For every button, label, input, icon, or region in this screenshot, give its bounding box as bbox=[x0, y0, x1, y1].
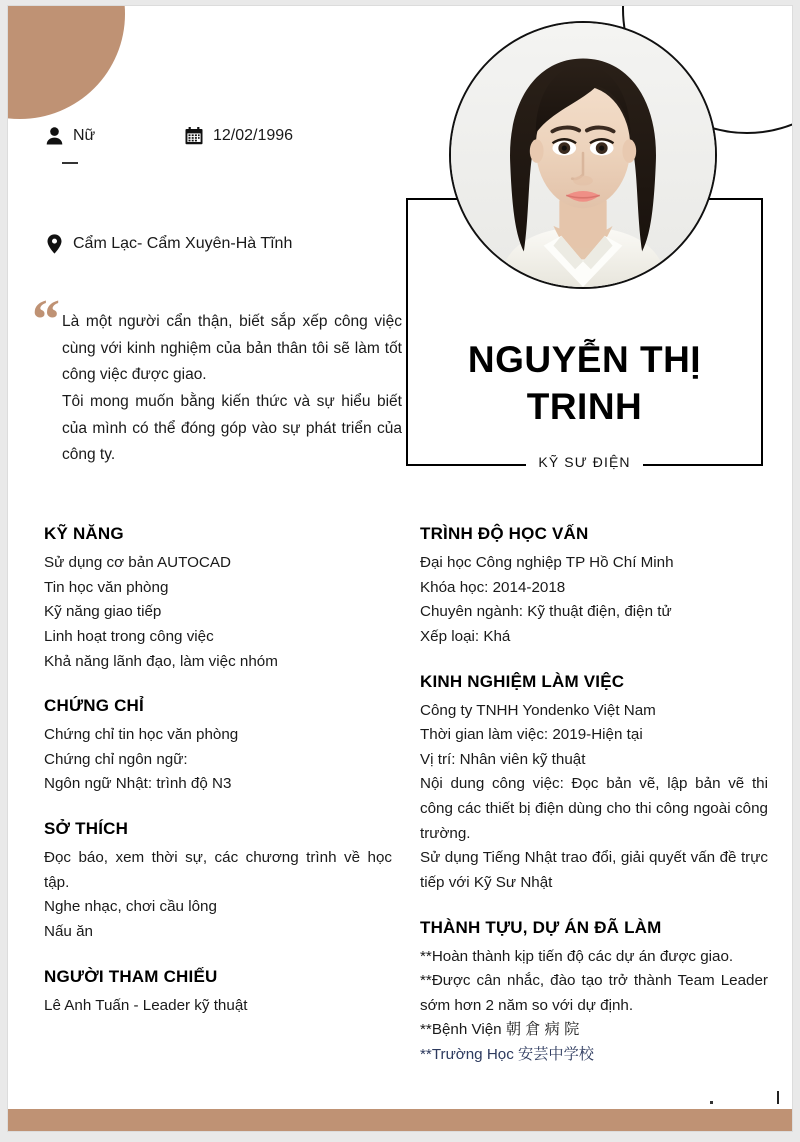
resume-page bbox=[8, 6, 792, 1131]
list-item: Đọc báo, xem thời sự, các chương trình về học tập. bbox=[44, 849, 392, 891]
list-item: Chuyên ngành: Kỹ thuật điện, điện tử bbox=[420, 603, 672, 621]
list-item: Chứng chỉ tin học văn phòng bbox=[44, 726, 239, 744]
profile-photo bbox=[449, 21, 717, 289]
section-achievements bbox=[420, 918, 768, 1068]
list-item: Khả năng lãnh đạo, làm việc nhóm bbox=[44, 652, 278, 670]
list-item: Xếp loại: Khá bbox=[420, 627, 511, 645]
section-title: KỸ NĂNG bbox=[44, 524, 124, 543]
list-item: Thời gian làm việc: 2019-Hiện tại bbox=[420, 726, 643, 744]
dob-value: 12/02/1996 bbox=[213, 127, 294, 144]
section-skills bbox=[44, 524, 392, 674]
list-item: **Trường Học 安芸中学校 bbox=[420, 1046, 594, 1063]
contact-block bbox=[44, 126, 404, 164]
section-title: SỞ THÍCH bbox=[44, 819, 129, 838]
list-item: **Bệnh Viện 朝 倉 病 院 bbox=[420, 1021, 580, 1039]
list-item: Sử dụng Tiếng Nhật trao đổi, giải quyết vấn đề trực tiếp với Kỹ Sư Nhật bbox=[420, 849, 768, 891]
artifact-bar bbox=[777, 1091, 779, 1104]
section-certificates bbox=[44, 696, 392, 797]
gender-cell bbox=[44, 126, 184, 146]
summary-paragraph-1: Là một người cẩn thận, biết sắp xếp công việc cùng với kinh nghiệm của bản thân tôi sẽ làm tốt công việc được giao. bbox=[62, 313, 402, 384]
list-item: Nấu ăn bbox=[44, 922, 93, 940]
address-row bbox=[44, 234, 292, 254]
footer-bar bbox=[8, 1109, 792, 1131]
section-title: CHỨNG CHỈ bbox=[44, 696, 144, 716]
list-item: Tin học văn phòng bbox=[44, 578, 169, 596]
summary-paragraph-2: Tôi mong muốn bằng kiến thức và sự hiểu biết của mình có thể đóng góp vào sự phát triển của công ty. bbox=[62, 392, 402, 464]
section-references bbox=[44, 967, 392, 1019]
job-title-row bbox=[406, 454, 763, 472]
summary-text bbox=[62, 300, 402, 469]
list-item: Vị trí: Nhân viên kỹ thuật bbox=[420, 750, 586, 768]
job-title: KỸ SƯ ĐIỆN bbox=[526, 454, 642, 470]
dob-cell bbox=[184, 126, 293, 146]
list-item: Nghe nhạc, chơi cầu lông bbox=[44, 898, 217, 916]
person-icon bbox=[44, 126, 64, 146]
section-education bbox=[420, 524, 768, 650]
name-line-2: TRINH bbox=[526, 386, 643, 428]
profile-photo-image bbox=[451, 23, 715, 287]
list-item: **Hoàn thành kịp tiến độ các dự án được giao. bbox=[420, 947, 734, 965]
section-work-experience bbox=[420, 672, 768, 896]
list-item: Lê Anh Tuấn - Leader kỹ thuật bbox=[44, 996, 248, 1014]
map-pin-icon bbox=[44, 234, 64, 254]
section-title: KINH NGHIỆM LÀM VIỆC bbox=[420, 671, 625, 691]
section-hobbies bbox=[44, 819, 392, 945]
list-item: Ngôn ngữ Nhật: trình độ N3 bbox=[44, 775, 232, 793]
section-title: TRÌNH ĐỘ HỌC VẤN bbox=[420, 524, 589, 543]
list-item: Khóa học: 2014-2018 bbox=[420, 578, 566, 596]
contact-row-personal bbox=[44, 126, 404, 146]
list-item: Linh hoạt trong công việc bbox=[44, 627, 214, 645]
gender-value: Nữ bbox=[73, 127, 96, 144]
placeholder-dash bbox=[62, 162, 78, 164]
left-column bbox=[44, 524, 392, 1018]
calendar-icon bbox=[184, 126, 204, 146]
section-title: THÀNH TỰU, DỰ ÁN ĐÃ LÀM bbox=[420, 917, 662, 937]
address-value: Cẩm Lạc- Cẩm Xuyên-Hà Tĩnh bbox=[73, 235, 293, 252]
list-item: Sử dụng cơ bản AUTOCAD bbox=[44, 554, 231, 571]
name-line-1: NGUYỄN THỊ bbox=[467, 339, 702, 380]
list-item: Kỹ năng giao tiếp bbox=[44, 603, 162, 621]
list-item: Nội dung công việc: Đọc bản vẽ, lập bản vẽ thi công các thiết bị điện dùng cho thi công ngoài công trường. bbox=[420, 775, 768, 842]
list-item: Chứng chỉ ngôn ngữ: bbox=[44, 750, 188, 768]
summary-quote bbox=[32, 289, 402, 469]
artifact-dot bbox=[710, 1101, 713, 1104]
list-item: Công ty TNHH Yondenko Việt Nam bbox=[420, 701, 656, 719]
section-title: NGƯỜI THAM CHIẾU bbox=[44, 966, 218, 986]
list-item: **Được cân nhắc, đào tạo trở thành Team Leader sớm hơn 2 năm so với dự định. bbox=[420, 972, 768, 1014]
full-name bbox=[406, 336, 763, 431]
list-item: Đại học Công nghiệp TP Hồ Chí Minh bbox=[420, 554, 674, 571]
right-column bbox=[420, 524, 768, 1068]
quote-mark-icon: “ bbox=[32, 289, 58, 351]
decorative-circle-top-left bbox=[8, 6, 125, 119]
